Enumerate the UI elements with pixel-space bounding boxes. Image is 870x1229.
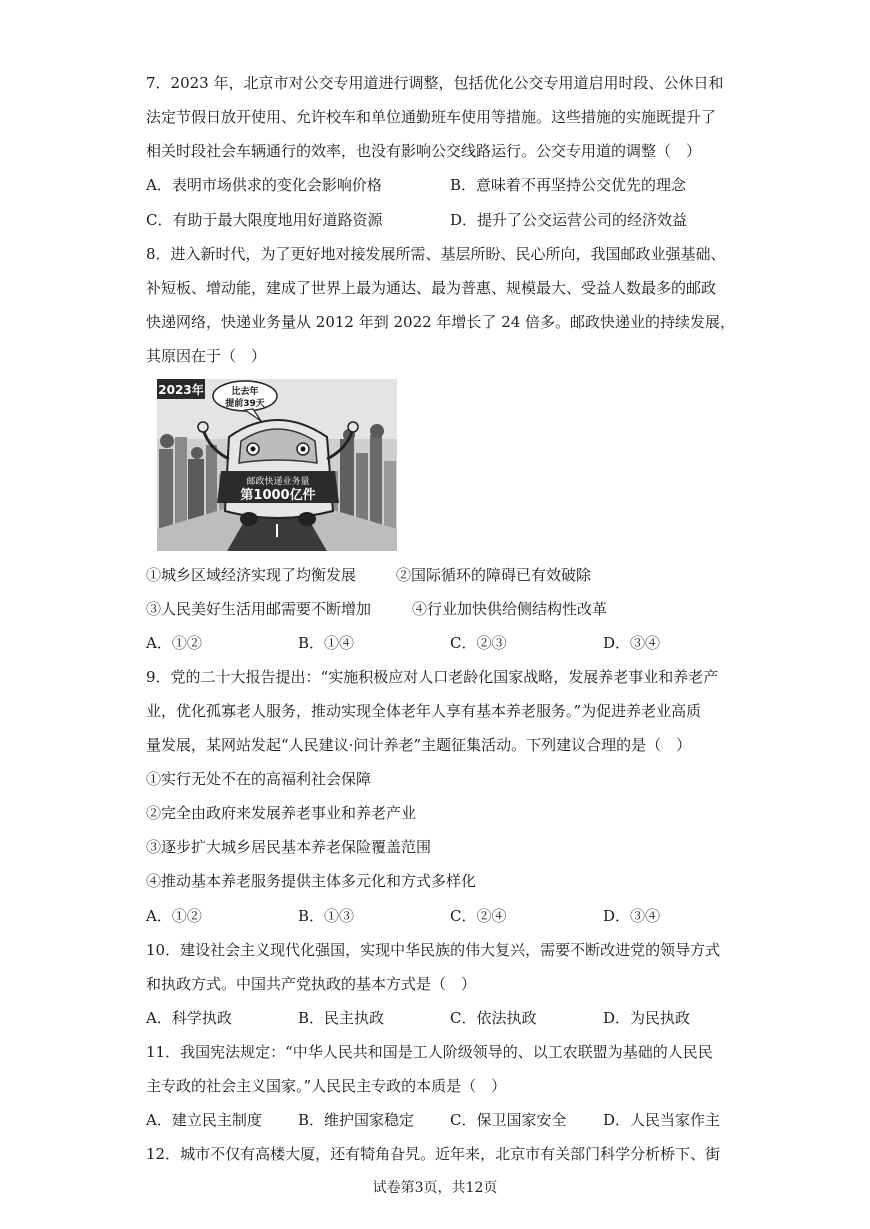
q8-option-c: C．②③ (450, 634, 507, 652)
q11-option-d: D．人民当家作主 (603, 1111, 721, 1129)
q8-option-a: A．①② (146, 634, 202, 652)
q7-option-d: D．提升了公交运营公司的经济效益 (450, 211, 688, 229)
q10-option-a: A．科学执政 (146, 1009, 232, 1027)
q9-statement-2: ②完全由政府来发展养老事业和养老产业 (146, 804, 417, 822)
q9-line-2: 业，优化孤寡老人服务，推动实现全体老年人享有基本养老服务。”为促进养老业高质 (146, 702, 702, 720)
q11-option-b: B．维护国家稳定 (298, 1111, 415, 1129)
q9-option-d: D．③④ (603, 907, 661, 925)
q11-option-c: C．保卫国家安全 (450, 1111, 567, 1129)
page-footer: 试卷第3页，共12页 (372, 1180, 498, 1196)
q9-statement-1: ①实行无处不在的高福利社会保障 (146, 770, 372, 788)
q8-line-4: 其原因在于（ ） (146, 347, 267, 365)
q8-statement-1: ①城乡区域经济实现了均衡发展 (146, 566, 357, 584)
q8-line-2: 补短板、增动能，建成了世界上最为通达、最为普惠、规模最大、受益人数最多的邮政 (146, 279, 717, 297)
q9-option-b: B．①③ (298, 907, 355, 925)
q8-statement-4: ④行业加快供给侧结构性改革 (412, 600, 608, 618)
q10-option-b: B．民主执政 (298, 1009, 385, 1027)
q8-statement-2: ②国际循环的障碍已有效破除 (396, 566, 592, 584)
q11-option-a: A．建立民主制度 (146, 1111, 262, 1129)
q11-line-2: 主专政的社会主义国家。”人民民主专政的本质是（ ） (146, 1077, 507, 1095)
q9-line-1: 9．党的二十大报告提出：“实施积极应对人口老龄化国家战略，发展养老事业和养老产 (146, 668, 719, 686)
q8-option-d: D．③④ (603, 634, 661, 652)
q12-line-1: 12．城市不仅有高楼大厦，还有犄角旮旯。近年来，北京市有关部门科学分析桥下、街 (146, 1145, 721, 1163)
banner-line-1: 邮政快递业务量 (246, 477, 310, 487)
q7-line-1: 7．2023 年，北京市对公交专用道进行调整，包括优化公交专用道启用时段、公休日和 (146, 74, 724, 92)
q10-line-2: 和执政方式。中国共产党执政的基本方式是（ ） (146, 975, 477, 993)
q8-line-3: 快递网络，快递业务量从 2012 年到 2022 年增长了 24 倍多。邮政快递业的持续发展， (146, 313, 736, 331)
q9-statement-4: ④推动基本养老服务提供主体多元化和方式多样化 (146, 872, 477, 890)
q8-option-b: B．①④ (298, 634, 355, 652)
q11-line-1: 11．我国宪法规定：“中华人民共和国是工人阶级领导的、以工农联盟为基础的人民民 (146, 1043, 713, 1061)
q9-option-a: A．①② (146, 907, 202, 925)
bubble-line-2: 提前39天 (225, 399, 265, 409)
q9-option-c: C．②④ (450, 907, 507, 925)
q7-line-2: 法定节假日放开使用、允许校车和单位通勤班车使用等措施。这些措施的实施既提升了 (146, 108, 717, 126)
q8-statement-3: ③人民美好生活用邮需要不断增加 (146, 600, 372, 618)
q7-line-3: 相关时段社会车辆通行的效率，也没有影响公交线路运行。公交专用道的调整（ ） (146, 142, 702, 160)
q7-option-b: B．意味着不再坚持公交优先的理念 (450, 176, 687, 194)
banner-line-2: 第1000亿件 (240, 488, 316, 503)
q10-option-d: D．为民执政 (603, 1009, 691, 1027)
q8-line-1: 8．进入新时代，为了更好地对接发展所需、基层所盼、民心所向，我国邮政业强基础、 (146, 245, 726, 263)
q10-line-1: 10．建设社会主义现代化强国，实现中华民族的伟大复兴，需要不断改进党的领导方式 (146, 941, 721, 959)
bubble-line-1: 比去年 (231, 387, 259, 397)
q9-statement-3: ③逐步扩大城乡居民基本养老保险覆盖范围 (146, 838, 432, 856)
express-delivery-cartoon (157, 379, 397, 551)
q9-line-3: 量发展，某网站发起“人民建议·问计养老”主题征集活动。下列建议合理的是（ ） (146, 736, 692, 754)
figure-year-label: 2023年 (158, 383, 204, 397)
q10-option-c: C．依法执政 (450, 1009, 537, 1027)
q7-option-c: C．有助于最大限度地用好道路资源 (146, 211, 383, 229)
q7-option-a: A．表明市场供求的变化会影响价格 (146, 176, 382, 194)
